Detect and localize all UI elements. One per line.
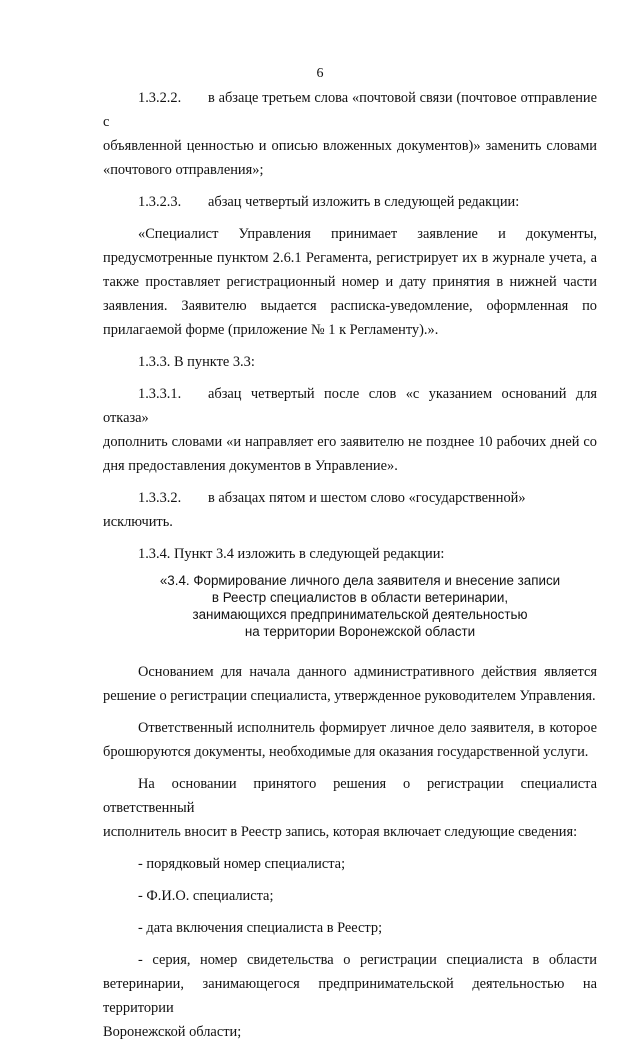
item-number: 1.3.2.3. xyxy=(138,194,182,210)
paragraph-personal-file xyxy=(103,716,597,764)
paragraph-1-3-2-2 xyxy=(103,86,597,182)
heading-line: на территории Воронежской области xyxy=(244,624,476,639)
text-line: абзац четвертый изложить в следующей редакции: xyxy=(208,194,520,210)
text-line: «почтового отправления»; xyxy=(103,162,264,178)
text-line: «Специалист Управления принимает заявление и документы, xyxy=(138,226,597,242)
heading-line: «3.4. Формирование личного дела заявителя и внесение записи xyxy=(159,573,561,588)
heading-line: занимающихся предпринимательской деятельностью xyxy=(192,607,528,622)
text-line: исполнитель вносит в Реестр запись, которая включает следующие сведения: xyxy=(103,824,578,840)
text-line: предусмотренные пунктом 2.6.1 Регамента, регистрирует их в журнале учета, а xyxy=(103,250,597,266)
paragraph-registry xyxy=(103,772,597,844)
paragraph-basis xyxy=(103,660,597,708)
text-line: также проставляет регистрационный номер и дату принятия в нижней части xyxy=(103,274,597,290)
document-body xyxy=(103,86,597,1044)
text-line: Ответственный исполнитель формирует личное дело заявителя, в которое xyxy=(138,720,597,736)
item-number: 1.3.2.2. xyxy=(138,90,182,106)
text-line: прилагаемой форме (приложение № 1 к Регламенту).». xyxy=(103,322,439,338)
text-line: абзац четвертый после слов «с указанием оснований для отказа» xyxy=(103,386,597,426)
paragraph-quote xyxy=(103,222,597,342)
paragraph-1-3-3-1 xyxy=(103,382,597,478)
text-line: решение о регистрации специалиста, утвержденное руководителем Управления. xyxy=(103,688,596,704)
text-line: объявленной ценностью и описью вложенных документов)» заменить словами xyxy=(103,138,597,154)
paragraph-1-3-4 xyxy=(103,542,597,566)
text-line: - серия, номер свидетельства о регистрации специалиста в области xyxy=(138,952,597,968)
list-item: - порядковый номер специалиста; xyxy=(138,856,346,872)
text-line: Воронежской области; xyxy=(103,1024,242,1040)
text-line: дополнить словами «и направляет его заявителю не позднее 10 рабочих дней со xyxy=(103,434,597,450)
section-heading xyxy=(123,572,597,640)
paragraph-1-3-2-3 xyxy=(103,190,597,214)
text-line: в абзаце третьем слова «почтовой связи (почтовое отправление с xyxy=(103,90,597,130)
text-line: 1.3.3. В пункте 3.3: xyxy=(138,354,255,370)
list-item: - Ф.И.О. специалиста; xyxy=(138,888,274,904)
page-number: 6 xyxy=(316,66,324,81)
list-item xyxy=(103,948,597,1044)
item-number: 1.3.3.1. xyxy=(138,386,182,402)
registry-fields-list xyxy=(103,852,597,1044)
item-number: 1.3.3.2. xyxy=(138,490,182,506)
text-line: Основанием для начала данного административного действия является xyxy=(138,664,597,680)
text-line: На основании принятого решения о регистрации специалиста ответственный xyxy=(103,776,597,816)
text-line: ветеринарии, занимающегося предпринимательской деятельностью на территории xyxy=(103,976,597,1016)
text-line: в абзацах пятом и шестом слово «государственной» исключить. xyxy=(103,490,526,530)
text-line: брошюруются документы, необходимые для оказания государственной услуги. xyxy=(103,744,589,760)
text-line: дня предоставления документов в Управление». xyxy=(103,458,398,474)
list-item: - дата включения специалиста в Реестр; xyxy=(138,920,383,936)
text-line: 1.3.4. Пункт 3.4 изложить в следующей редакции: xyxy=(138,546,445,562)
heading-line: в Реестр специалистов в области ветеринарии, xyxy=(211,590,509,605)
paragraph-1-3-3-2 xyxy=(103,486,597,534)
paragraph-1-3-3 xyxy=(103,350,597,374)
text-line: заявления. Заявителю выдается расписка-уведомление, оформленная по xyxy=(103,298,597,314)
